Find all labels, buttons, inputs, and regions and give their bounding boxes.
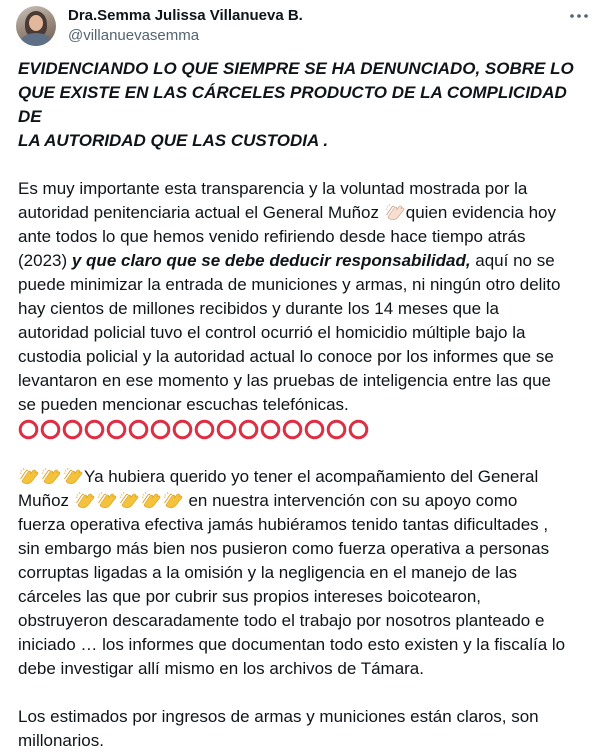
clapping-hands-icon: [63, 466, 83, 486]
text-segment: (2023): [18, 251, 72, 270]
body-line: iniciado … los informes que documentan todo esto existen y la fiscalía lo: [18, 635, 566, 654]
author-handle[interactable]: @villanuevasemma: [68, 27, 200, 44]
clapping-hands-icon: [97, 490, 117, 510]
red-circle-icon: [348, 419, 369, 440]
emphasis-text: y que claro que se debe deducir responsabilidad,: [71, 251, 471, 270]
body-line: ante todos lo que hemos venido refiriendo desde hace tiempo atrás: [18, 227, 526, 246]
avatar-face: [29, 15, 43, 31]
headline-line: LA AUTORIDAD QUE LAS CUSTODIA .: [18, 131, 329, 150]
clapping-hands-icon: [119, 490, 139, 510]
body-line: fuerza operativa efectiva jamás hubiéramos tenido tantas dificultades ,: [18, 515, 549, 534]
tweet-header: [16, 6, 591, 46]
text-segment: quien evidencia hoy: [405, 203, 557, 222]
clapping-hands-icon: [141, 490, 161, 510]
red-circle-icon: [216, 419, 237, 440]
tweet-body: [18, 57, 593, 753]
body-line: hay cientos de millones recibidos y durante los 14 meses que la: [18, 299, 499, 318]
red-circle-icon: [260, 419, 281, 440]
body-line: obstruyeron descaradamente todo el trabajo por nosotros planteado e: [18, 611, 545, 630]
text-segment: aquí no se: [470, 251, 555, 270]
body-line: Los estimados por ingresos de armas y municiones están claros, son: [18, 707, 539, 726]
body-line: autoridad policial tuvo el control ocurrió el homicidio múltiple bajo la: [18, 323, 526, 342]
red-circle-icon: [18, 419, 39, 440]
red-circle-icon: [84, 419, 105, 440]
text-segment: autoridad penitenciaria actual el General Muñoz: [18, 203, 384, 222]
avatar-shoulders: [20, 33, 52, 46]
clapping-hands-icon: [163, 490, 183, 510]
body-line: sin embargo más bien nos pusieron como fuerza operativa a personas: [18, 539, 550, 558]
text-segment: Muñoz: [18, 491, 74, 510]
headline-line: QUE EXISTE EN LAS CÁRCELES PRODUCTO DE LA COMPLICIDAD DE: [18, 83, 567, 126]
body-line: custodia policial y la autoridad actual lo conoce por los informes que se: [18, 347, 554, 366]
body-line: se pueden mencionar escuchas telefónicas.: [18, 395, 349, 414]
red-circle-icon: [106, 419, 127, 440]
body-line: [18, 489, 593, 513]
red-circle-icon: [326, 419, 347, 440]
clapping-hands-icon: [41, 466, 61, 486]
red-circle-icon: [62, 419, 83, 440]
clapping-hands-light-icon: [385, 202, 405, 222]
author-display-name[interactable]: Dra.Semma Julissa Villanueva B.: [68, 7, 303, 24]
headline-line: EVIDENCIANDO LO QUE SIEMPRE SE HA DENUNCIADO, SOBRE LO: [18, 59, 574, 78]
text-segment: en nuestra intervención con su apoyo como: [183, 491, 518, 510]
body-line: debe investigar allí mismo en los archivos de Támara.: [18, 659, 424, 678]
clapping-hands-icon: [75, 490, 95, 510]
body-line: [18, 249, 593, 273]
body-line: millonarios.: [18, 731, 104, 750]
more-options-button[interactable]: [567, 6, 591, 26]
body-line: puede minimizar la entrada de municiones y armas, ni ningún otro delito: [18, 275, 561, 294]
body-line: [18, 201, 593, 225]
body-line: cárceles las que por cubrir sus propios intereses boicotearon,: [18, 587, 482, 606]
red-circle-icon: [172, 419, 193, 440]
red-circle-icon: [194, 419, 215, 440]
red-circle-icon: [304, 419, 325, 440]
red-circle-icon: [282, 419, 303, 440]
avatar[interactable]: [16, 6, 56, 46]
body-line: corruptas ligadas a la omisión y la negligencia en el manejo de las: [18, 563, 517, 582]
body-line: [18, 465, 593, 489]
clapping-hands-icon: [19, 466, 39, 486]
red-circle-row: [18, 417, 593, 441]
red-circle-icon: [128, 419, 149, 440]
body-line: Es muy importante esta transparencia y la voluntad mostrada por la: [18, 179, 528, 198]
more-horizontal-icon: [569, 13, 589, 19]
body-line: levantaron en ese momento y las pruebas de inteligencia entre las que: [18, 371, 552, 390]
text-segment: Ya hubiera querido yo tener el acompañamiento del General: [84, 467, 539, 486]
red-circle-icon: [150, 419, 171, 440]
red-circle-icon: [40, 419, 61, 440]
red-circle-icon: [238, 419, 259, 440]
